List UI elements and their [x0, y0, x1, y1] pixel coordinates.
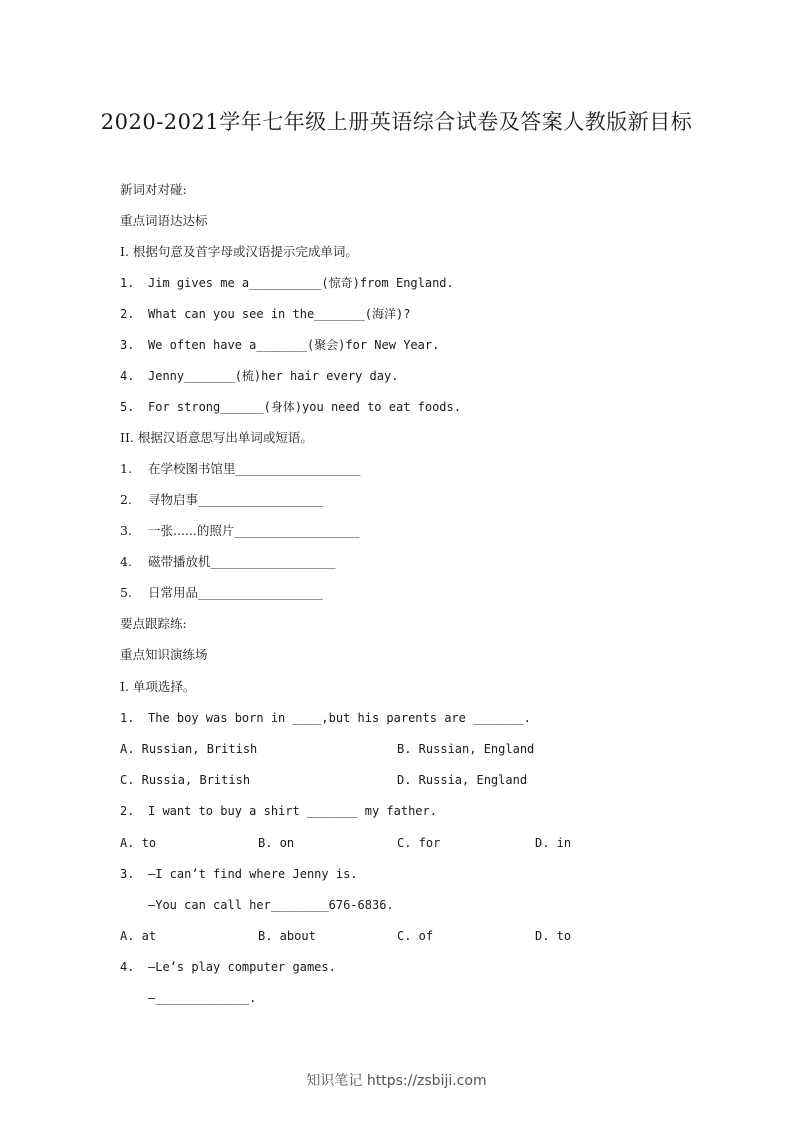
question-item: 2. 寻物启事____________________: [120, 492, 324, 507]
option-b: B. on: [258, 836, 295, 850]
option-c: C. Russia, British: [120, 773, 251, 787]
question-stem: 4. —Le’s play computer games.: [120, 960, 336, 974]
option-b: B. about: [258, 929, 316, 943]
question-stem: 2. I want to buy a shirt _______ my father.: [120, 804, 437, 818]
option-d: D. Russia, England: [397, 773, 528, 787]
question-stem-line2: —_____________.: [148, 991, 257, 1005]
question-stem-line2: —You can call her________676-6836.: [148, 898, 394, 912]
question-item: 3. 一张......的照片____________________: [120, 523, 360, 538]
part-heading: I. 根据句意及首字母或汉语提示完成单词。: [120, 244, 358, 259]
option-a: A. at: [120, 929, 157, 943]
question-item: 1. Jim gives me a__________(惊奇)from England.: [120, 276, 454, 290]
option-b: B. Russian, England: [397, 742, 535, 756]
part-heading: I. 单项选择。: [120, 679, 196, 694]
question-item: 5. For strong______(身体)you need to eat foods.: [120, 400, 461, 414]
option-c: C. of: [397, 929, 434, 943]
section-heading: 重点知识演练场: [120, 647, 208, 662]
question-item: 5. 日常用品____________________: [120, 585, 324, 600]
question-item: 4. Jenny_______(梳)her hair every day.: [120, 369, 399, 383]
section-heading: 新词对对碰:: [120, 182, 187, 197]
part-heading: II. 根据汉语意思写出单词或短语。: [120, 430, 313, 445]
question-stem: 1. The boy was born in ____,but his parents are _______.: [120, 711, 531, 725]
section-heading: 重点词语达达标: [120, 213, 208, 228]
page-title: 2020-2021学年七年级上册英语综合试卷及答案人教版新目标: [100, 110, 693, 134]
section-heading: 要点跟踪练:: [120, 616, 187, 631]
option-a: A. Russian, British: [120, 742, 258, 756]
option-d: D. in: [535, 836, 572, 850]
footer-watermark: 知识笔记 https://zsbiji.com: [306, 1073, 487, 1089]
question-stem: 3. —I can’t find where Jenny is.: [120, 867, 358, 881]
option-a: A. to: [120, 836, 157, 850]
question-item: 1. 在学校图书馆里____________________: [120, 461, 361, 476]
option-d: D. to: [535, 929, 572, 943]
option-c: C. for: [397, 836, 441, 850]
question-item: 4. 磁带播放机____________________: [120, 554, 336, 569]
question-item: 2. What can you see in the_______(海洋)?: [120, 307, 411, 321]
question-item: 3. We often have a_______(聚会)for New Year.: [120, 338, 440, 352]
